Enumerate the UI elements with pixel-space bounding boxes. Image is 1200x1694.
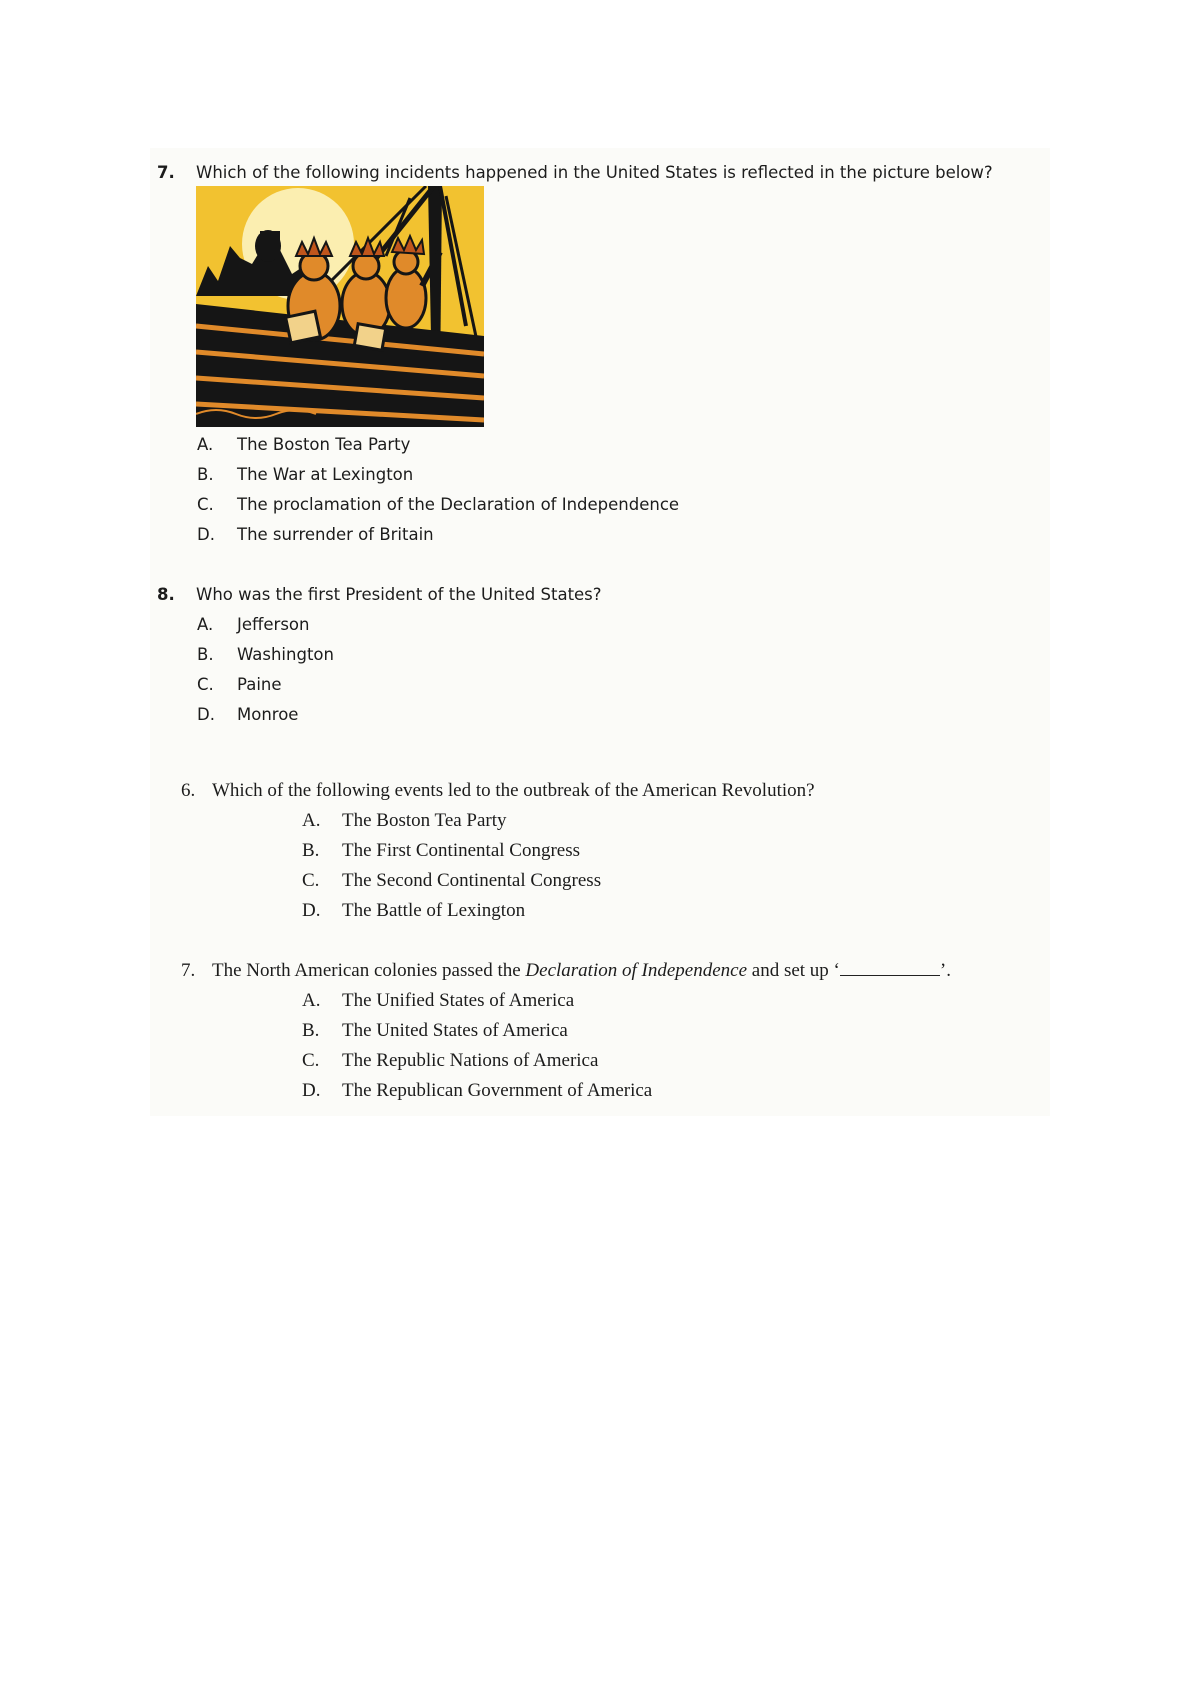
question-8-number: 8. (157, 585, 175, 604)
question-7b-text-after: and set up ‘ (747, 960, 840, 981)
q6-option-a-text: The Boston Tea Party (342, 810, 507, 831)
answer-blank (840, 960, 940, 976)
q7-option-c-letter: C. (197, 495, 214, 514)
boston-tea-party-picture (196, 186, 484, 427)
q7b-option-c-letter: C. (302, 1050, 320, 1071)
q8-option-c-letter: C. (197, 675, 214, 694)
q8-option-d-text: Monroe (237, 705, 299, 724)
question-7b-text-italic: Declaration of Independence (525, 960, 748, 981)
question-7-text: Which of the following incidents happened in the United States is reflected in the picture below? (196, 163, 993, 182)
question-7b-number: 7. (181, 960, 196, 981)
question-6-text: Which of the following events led to the outbreak of the American Revolution? (212, 780, 815, 801)
q7b-option-d-letter: D. (302, 1080, 321, 1101)
question-7b-text-before: The North American colonies passed the (212, 960, 526, 981)
q7-option-d-letter: D. (197, 525, 215, 544)
boston-tea-party-illustration-icon (196, 186, 484, 427)
q7-option-d-text: The surrender of Britain (237, 525, 434, 544)
q6-option-a-letter: A. (302, 810, 321, 831)
q7b-option-b-text: The United States of America (342, 1020, 568, 1041)
q7-option-c-text: The proclamation of the Declaration of Independence (237, 495, 680, 514)
q8-option-d-letter: D. (197, 705, 215, 724)
question-6-number: 6. (181, 780, 196, 801)
q8-option-a-text: Jefferson (237, 615, 310, 634)
q6-option-b-letter: B. (302, 840, 320, 861)
q8-option-b-text: Washington (237, 645, 334, 664)
q7b-option-a-letter: A. (302, 990, 321, 1011)
q6-option-c-text: The Second Continental Congress (342, 870, 602, 891)
q7-option-a-letter: A. (197, 435, 214, 454)
q6-option-d-letter: D. (302, 900, 321, 921)
q7b-option-c-text: The Republic Nations of America (342, 1050, 599, 1071)
question-7b-text (212, 960, 951, 982)
question-7-number: 7. (157, 163, 175, 182)
q6-option-b-text: The First Continental Congress (342, 840, 581, 861)
q7-option-b-text: The War at Lexington (237, 465, 414, 484)
question-7b-text-end: ’. (939, 960, 951, 981)
question-8-text: Who was the first President of the United States? (196, 585, 602, 604)
q7b-option-d-text: The Republican Government of America (342, 1080, 653, 1101)
q7b-option-b-letter: B. (302, 1020, 320, 1041)
q7-option-b-letter: B. (197, 465, 214, 484)
q7b-option-a-text: The Unified States of America (342, 990, 575, 1011)
q8-option-b-letter: B. (197, 645, 214, 664)
q7-option-a-text: The Boston Tea Party (237, 435, 411, 454)
q8-option-a-letter: A. (197, 615, 214, 634)
q6-option-d-text: The Battle of Lexington (342, 900, 526, 921)
q8-option-c-text: Paine (237, 675, 282, 694)
q6-option-c-letter: C. (302, 870, 320, 891)
